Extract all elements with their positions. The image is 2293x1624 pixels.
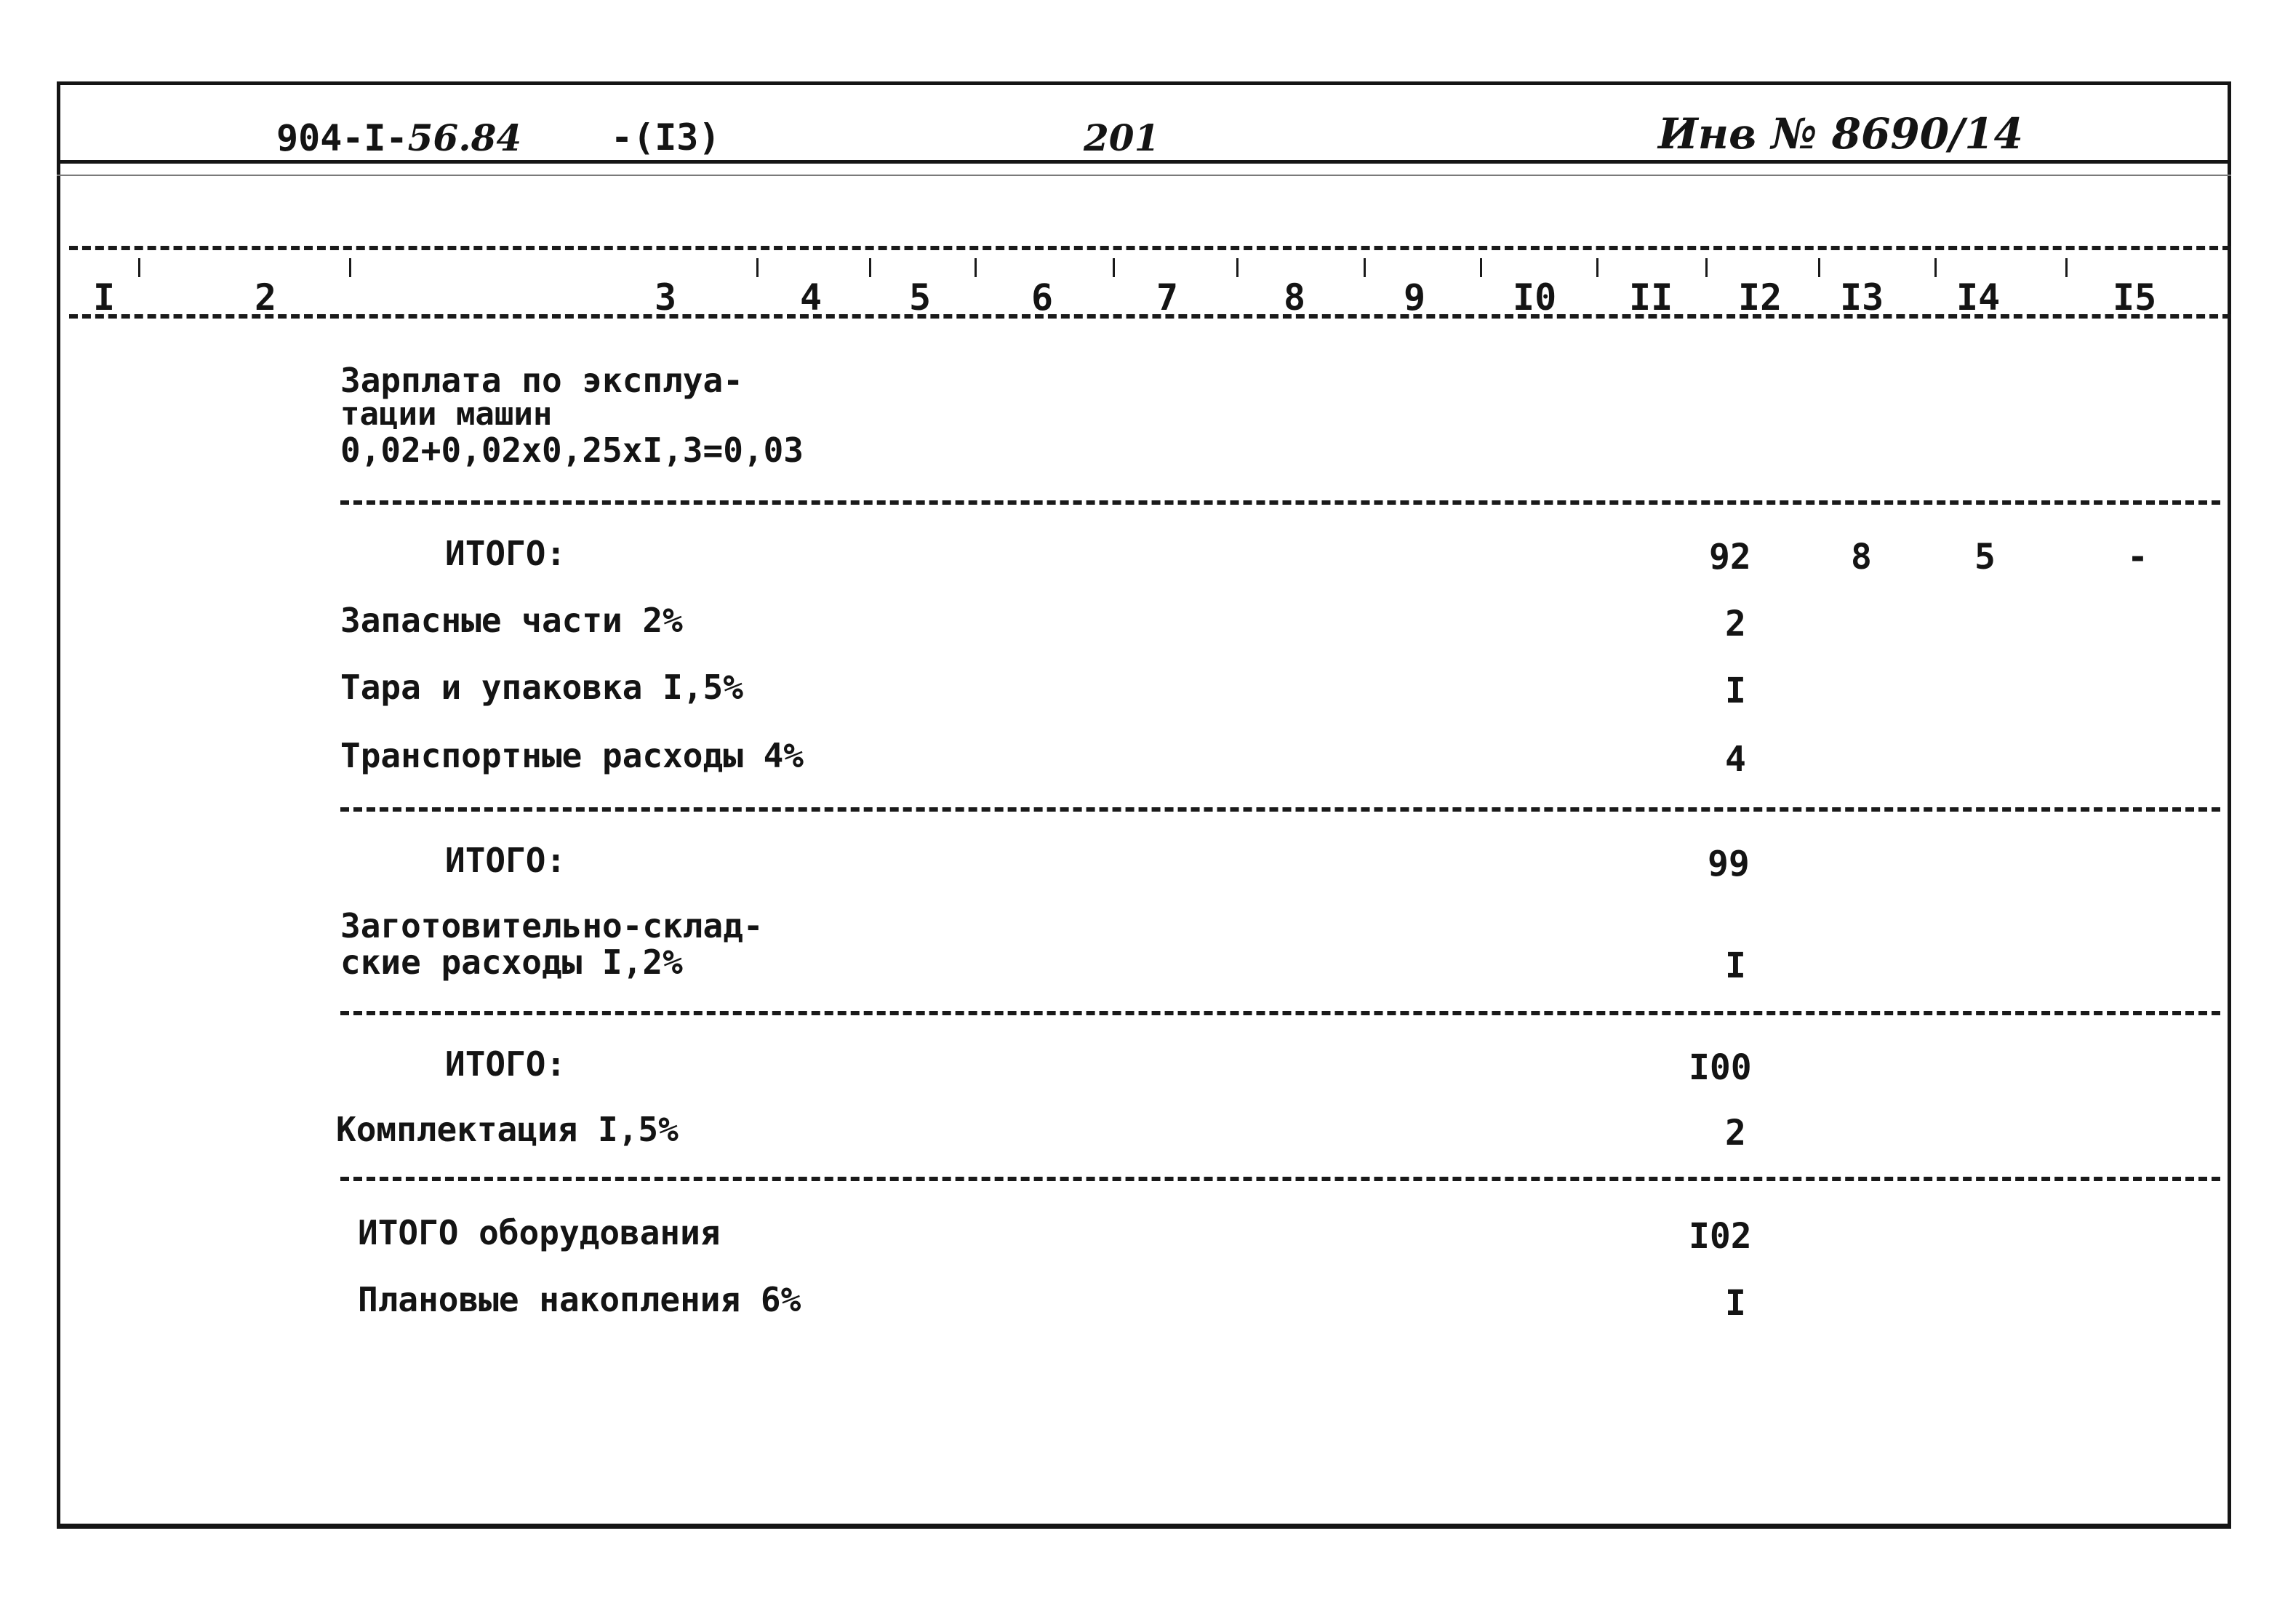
row-packaging-label: Тара и упаковка I,5% [340, 668, 743, 707]
column-divider [1596, 258, 1598, 277]
row-procurement-value: I [1725, 945, 1746, 986]
column-number: I [93, 276, 116, 319]
row-procurement-label-2: ские расходы I,2% [340, 943, 683, 982]
doc-code [276, 116, 521, 159]
row-total-3-label: ИТОГО: [445, 1044, 567, 1084]
column-number: I4 [1956, 276, 2001, 319]
header-rule [57, 160, 2231, 164]
separator-dashed [340, 807, 2220, 812]
row-procurement-label-1: Заготовительно-склад- [340, 906, 764, 945]
column-number: 5 [909, 276, 932, 319]
column-number: I0 [1513, 276, 1557, 319]
column-divider [1818, 258, 1820, 277]
column-number: I5 [2113, 276, 2157, 319]
row-wages-label-1: Зарплата по эксплуа- [340, 361, 743, 400]
row-planned-savings-label: Плановые накопления 6% [358, 1280, 801, 1319]
row-total-1-col13: 8 [1851, 537, 1872, 577]
column-number: 9 [1404, 276, 1426, 319]
row-completion-label: Комплектация I,5% [336, 1110, 679, 1149]
column-number: II [1629, 276, 1673, 319]
column-divider [756, 258, 759, 277]
column-divider [349, 258, 351, 277]
column-divider [1480, 258, 1482, 277]
separator-dashed [340, 500, 2220, 505]
inventory-number: № 8690/14 [1771, 109, 2023, 159]
column-divider [1236, 258, 1238, 277]
row-transport-value: 4 [1725, 739, 1746, 780]
column-number: I3 [1840, 276, 1884, 319]
column-divider [1934, 258, 1937, 277]
column-divider [2065, 258, 2068, 277]
column-divider [138, 258, 140, 277]
column-band-bottom [69, 314, 2231, 319]
row-transport-label: Транспортные расходы 4% [340, 736, 804, 775]
row-total-3-value: I00 [1689, 1047, 1752, 1088]
doc-code-prefix: 904-I- [276, 117, 408, 159]
row-packaging-value: I [1725, 671, 1746, 711]
column-divider [1364, 258, 1366, 277]
column-number: 8 [1284, 276, 1306, 319]
row-wages-label-2: тации машин [340, 396, 553, 433]
row-total-2-label: ИТОГО: [445, 841, 567, 880]
row-equipment-total-value: I02 [1689, 1216, 1752, 1257]
doc-code-series: 56.84 [407, 116, 522, 159]
row-wages-formula: 0,02+0,02х0,25хI,3=0,03 [340, 431, 804, 470]
column-divider [1705, 258, 1708, 277]
column-divider [869, 258, 871, 277]
column-divider [1113, 258, 1115, 277]
column-number: 3 [655, 276, 677, 319]
column-number: 6 [1031, 276, 1054, 319]
row-completion-value: 2 [1725, 1113, 1746, 1153]
column-number: 7 [1156, 276, 1179, 319]
inventory-stamp [1658, 109, 2023, 159]
row-planned-savings-value: I [1725, 1283, 1746, 1324]
row-spare-parts-label: Запасные части 2% [340, 601, 683, 640]
column-divider [975, 258, 977, 277]
row-spare-parts-value: 2 [1725, 604, 1746, 644]
column-number: I2 [1738, 276, 1782, 319]
row-total-1-label: ИТОГО: [445, 534, 567, 573]
header-rule-thin [57, 175, 2231, 176]
page-number: 201 [1084, 116, 1160, 159]
row-total-1-col12: 92 [1709, 537, 1751, 577]
row-total-2-value: 99 [1708, 844, 1750, 884]
column-number: 4 [800, 276, 823, 319]
sheet-ref: -(I3) [611, 116, 721, 159]
column-number: 2 [255, 276, 277, 319]
column-band-top [69, 246, 2231, 250]
row-equipment-total-label: ИТОГО оборудования [358, 1213, 721, 1252]
row-total-1-col15: - [2127, 537, 2148, 577]
separator-dashed [340, 1177, 2220, 1181]
inventory-label: Инв [1658, 109, 1757, 159]
row-total-1-col14: 5 [1974, 537, 1996, 577]
separator-dashed [340, 1011, 2220, 1015]
